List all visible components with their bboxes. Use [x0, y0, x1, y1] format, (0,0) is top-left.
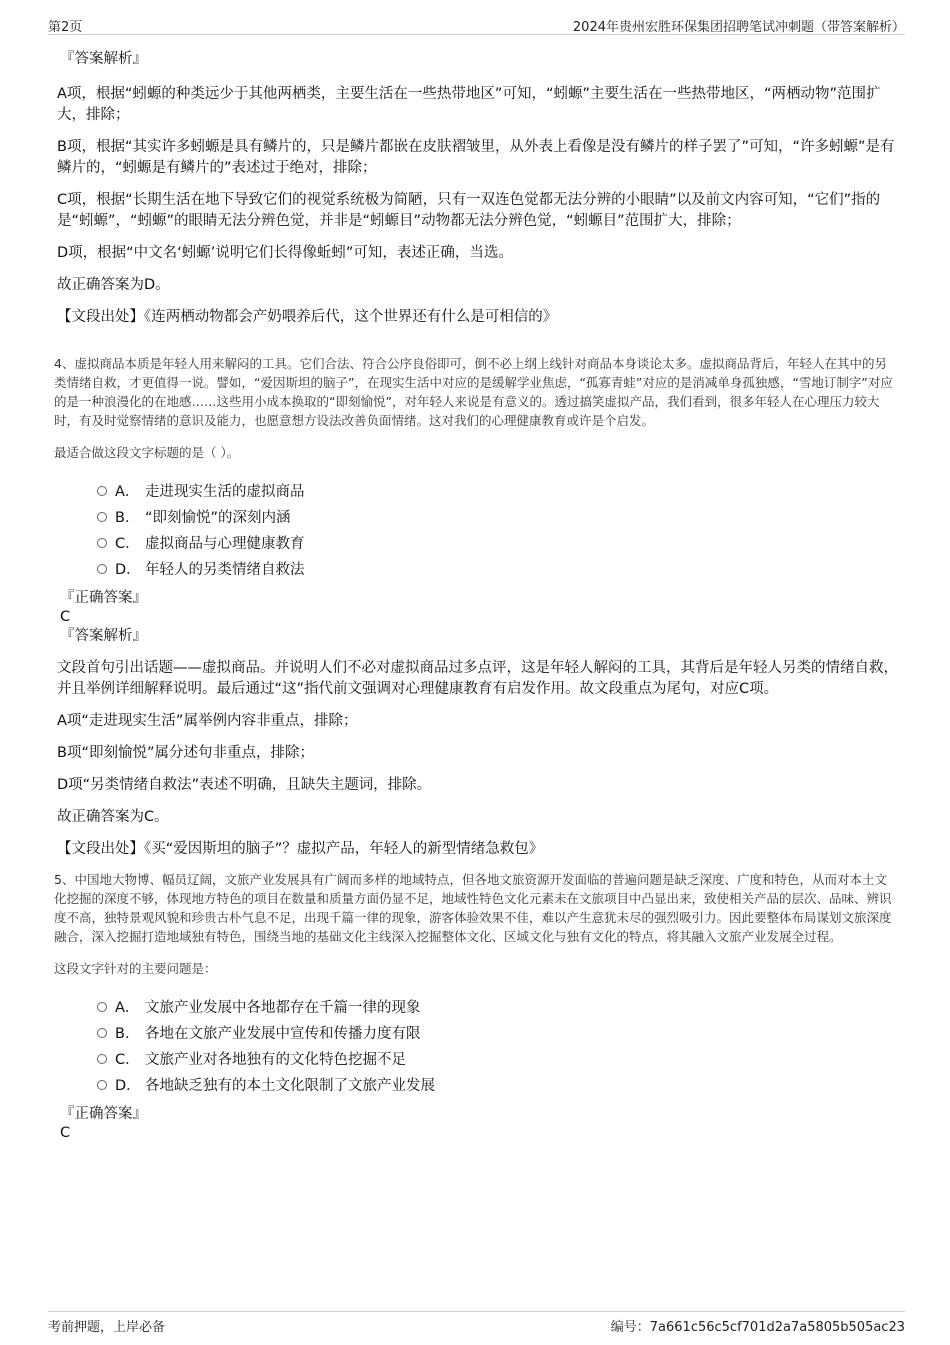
radio-icon[interactable] [97, 1080, 107, 1090]
analysis-paragraph: 文段首句引出话题——虚拟商品。并说明人们不必对虚拟商品过多点评，这是年轻人解闷的工具，其背后是年轻人另类的情绪自救，并且举例详细解释说明。最后通过“这”指代前文强调对心理健康教育有启发作用。故文段重点为尾句，对应C项。 [57, 660, 898, 697]
correct-answer-heading: 『正确答案』 [60, 590, 147, 606]
option-d[interactable]: D． 年轻人的另类情绪自救法 [97, 557, 898, 583]
page-content [54, 46, 898, 1143]
document-title: 2024年贵州宏胜环保集团招聘笔试冲刺题（带答案解析） [572, 20, 905, 35]
option-b[interactable]: B． 各地在文旅产业发展中宣传和传播力度有限 [97, 1021, 898, 1047]
correct-answer-heading: 『正确答案』 [60, 1106, 147, 1122]
radio-icon[interactable] [97, 486, 107, 496]
radio-icon[interactable] [97, 1028, 107, 1038]
analysis-paragraph: D项，根据“中文名‘蚓螈’说明它们长得像蚯蚓”可知，表述正确，当选。 [57, 245, 513, 261]
analysis-paragraph: B项“即刻愉悦”属分述句非重点，排除； [57, 745, 314, 761]
source-citation: 【文段出处】《买“爱因斯坦的脑子”？虚拟产品，年轻人的新型情绪急救包》 [57, 841, 544, 857]
question-5-text: 5、中国地大物博、幅员辽阔，文旅产业发展具有广阔而多样的地域特点，但各地文旅资源开发面临的普遍问题是缺乏深度、广度和特色，从而对本土文化挖掘的深度不够，体现地方特色的项目在数量和质量方面仍显不足，地域性特色文化元素未在文旅项目中凸显出来，致使相关产品的层次、品味、辨识度不高，独特景观风貌和珍贵古朴气息不足，出现千篇一律的现象，游客体验效果不佳，难以产生意犹未尽的强烈吸引力。因此要整体布局谋划文旅深度融合，深入挖掘打造地域独有特色，围绕当地的基础文化主线深入挖掘整体文化、区域文化与独有文化的特点，将其融入文旅产业发展全过程。 [54, 872, 892, 944]
question-4-prompt: 最适合做这段文字标题的是（ ）。 [54, 445, 240, 460]
page-footer [48, 1311, 905, 1335]
option-a[interactable]: A． 走进现实生活的虚拟商品 [97, 479, 898, 505]
answer-conclusion: 故正确答案为D。 [57, 277, 170, 293]
question-4-text: 4、虚拟商品本质是年轻人用来解闷的工具。它们合法、符合公序良俗即可，倒不必上纲上线针对商品本身谈论太多。虚拟商品背后，年轻人在其中的另类情绪自救，才更值得一说。譬如，“爱因斯坦的脑子”，在现实生活中对应的是缓解学业焦虑，“孤寡青蛙”对应的是消减单身孤独感，“雪地订制字”对应的是一种浪漫化的在地感……这些用小成本换取的“即刻愉悦”，对年轻人来说是有意义的。透过搞笑虚拟产品，我们看到，很多年轻人在心理压力较大时，有及时觉察情绪的意识及能力，也愿意想方设法改善负面情绪。这对我们的心理健康教育或许是个启发。 [54, 356, 893, 428]
radio-icon[interactable] [97, 1002, 107, 1012]
source-citation: 【文段出处】《连两栖动物都会产奶喂养后代，这个世界还有什么是可相信的》 [57, 309, 558, 325]
option-a[interactable]: A． 文旅产业发展中各地都存在千篇一律的现象 [97, 995, 898, 1021]
footer-slogan: 考前押题，上岸必备 [48, 1320, 166, 1335]
analysis-paragraph: A项“走进现实生活”属举例内容非重点，排除； [57, 713, 358, 729]
radio-icon[interactable] [97, 1054, 107, 1064]
correct-answer: C [60, 1125, 71, 1141]
document-code: 编号：7a661c56c5cf701d2a7a5805b505ac23 [610, 1320, 905, 1335]
analysis-paragraph: C项，根据“长期生活在地下导致它们的视觉系统极为简陋，只有一双连色觉都无法分辨的小眼睛”以及前文内容可知，“它们”指的是“蚓螈”，“蚓螈”的眼睛无法分辨色觉，并非是“蚓螈目”动物都无法分辨色觉，“蚓螈目”范围扩大，排除； [57, 192, 881, 229]
radio-icon[interactable] [97, 538, 107, 548]
radio-icon[interactable] [97, 512, 107, 522]
page-number: 第2页 [48, 20, 83, 35]
question-5-options [97, 995, 898, 1099]
analysis-paragraph: B项，根据“其实许多蚓螈是具有鳞片的，只是鳞片都嵌在皮肤褶皱里，从外表上看像是没有鳞片的样子罢了”可知，“许多蚓螈”是有鳞片的，“蚓螈是有鳞片的”表述过于绝对，排除； [57, 139, 895, 176]
analysis-heading: 『答案解析』 [60, 51, 147, 67]
analysis-heading: 『答案解析』 [60, 628, 147, 644]
question-5-prompt: 这段文字针对的主要问题是： [54, 961, 217, 976]
answer-conclusion: 故正确答案为C。 [57, 809, 169, 825]
question-4-options [97, 479, 898, 583]
option-c[interactable]: C． 虚拟商品与心理健康教育 [97, 531, 898, 557]
analysis-paragraph: A项，根据“蚓螈的种类远少于其他两栖类，主要生活在一些热带地区”可知，“蚓螈”主要生活在一些热带地区，“两栖动物”范围扩大，排除； [57, 86, 881, 123]
page-header [48, 14, 905, 35]
radio-icon[interactable] [97, 564, 107, 574]
option-b[interactable]: B． “即刻愉悦”的深刻内涵 [97, 505, 898, 531]
option-d[interactable]: D． 各地缺乏独有的本土文化限制了文旅产业发展 [97, 1073, 898, 1099]
correct-answer: C [60, 609, 71, 625]
analysis-paragraph: D项“另类情绪自救法”表述不明确，且缺失主题词，排除。 [57, 777, 432, 793]
option-c[interactable]: C． 文旅产业对各地独有的文化特色挖掘不足 [97, 1047, 898, 1073]
